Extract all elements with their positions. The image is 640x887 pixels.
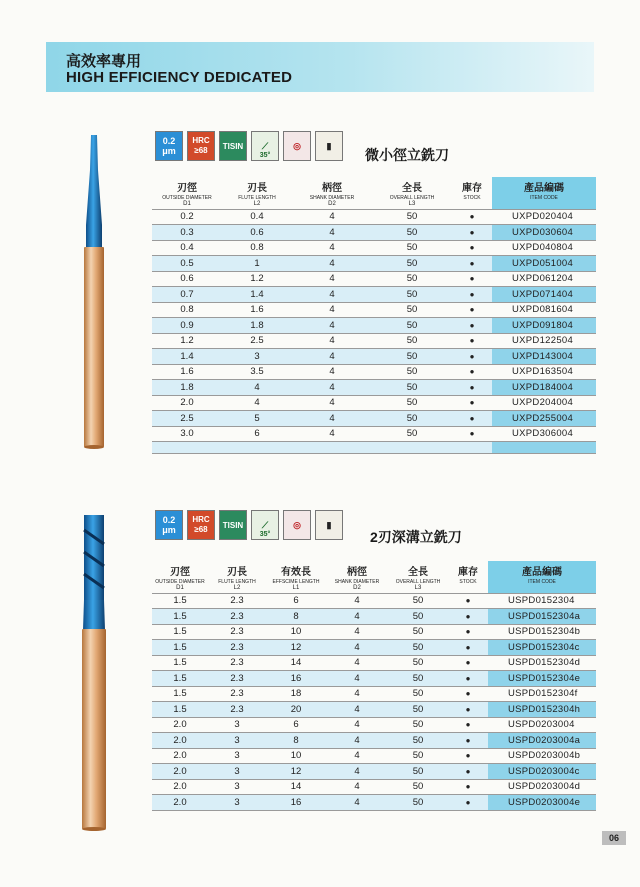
stock-dot xyxy=(452,225,492,241)
header-en: ITEM CODE xyxy=(530,195,558,201)
table-cell: 50 xyxy=(388,686,448,702)
column-header xyxy=(448,561,488,593)
table-row xyxy=(152,256,596,272)
header-code: D1 xyxy=(176,585,184,591)
table-row xyxy=(152,426,596,442)
header-en: SHANK DIAMETER xyxy=(309,195,355,201)
column-header xyxy=(222,177,292,209)
table-cell: 4 xyxy=(326,733,388,749)
spec-icons-row xyxy=(155,131,343,161)
table-cell: 1.5 xyxy=(152,671,208,687)
table-cell: 4 xyxy=(326,655,388,671)
table-cell: 1.2 xyxy=(152,333,222,349)
table-row xyxy=(152,395,596,411)
table-row xyxy=(152,287,596,303)
column-header xyxy=(152,177,222,209)
table-cell: 0.5 xyxy=(152,256,222,272)
micro-end-mill-table xyxy=(152,177,596,454)
table-cell: 50 xyxy=(372,256,452,272)
item-code: UXPD163504 xyxy=(492,364,596,380)
stock-dot xyxy=(452,209,492,225)
table-cell: 50 xyxy=(372,364,452,380)
table-row xyxy=(152,225,596,241)
table-row xyxy=(152,609,596,625)
table-cell: 3.5 xyxy=(222,364,292,380)
table-cell: 50 xyxy=(372,240,452,256)
table-row xyxy=(152,302,596,318)
table-row xyxy=(152,271,596,287)
table-cell: 1 xyxy=(222,256,292,272)
stock-dot xyxy=(448,795,488,811)
header-title-cn: 高效率專用 xyxy=(66,53,142,70)
column-header xyxy=(266,561,326,593)
spec-icons-row-2 xyxy=(155,510,343,540)
helix-angle-icon: 35° ⟋ xyxy=(251,510,279,540)
table-cell: 4 xyxy=(292,411,372,427)
table-cell: 50 xyxy=(388,779,448,795)
table-cell: 2.3 xyxy=(208,702,266,718)
micro-grain-icon: 0.2 μm xyxy=(155,510,183,540)
item-code: USPD0152304c xyxy=(488,640,596,656)
table-cell: 14 xyxy=(266,779,326,795)
item-code: USPD0203004e xyxy=(488,795,596,811)
table-cell: 4 xyxy=(292,271,372,287)
table-cell: 0.2 xyxy=(152,209,222,225)
table-cell: 2.5 xyxy=(222,333,292,349)
item-code: USPD0152304a xyxy=(488,609,596,625)
table-row xyxy=(152,640,596,656)
table-cell: 50 xyxy=(388,702,448,718)
table-cell: 4 xyxy=(326,624,388,640)
table-cell: 50 xyxy=(372,426,452,442)
stock-dot xyxy=(452,380,492,396)
table-cell: 50 xyxy=(388,609,448,625)
table-cell: 50 xyxy=(388,733,448,749)
table-cell: 4 xyxy=(292,302,372,318)
table-cell: 4 xyxy=(292,225,372,241)
micro-end-mill-image xyxy=(68,130,120,460)
table-cell: 8 xyxy=(266,733,326,749)
header-en: EFFSCIME LENGTH xyxy=(272,579,320,585)
stock-dot xyxy=(452,395,492,411)
table-cell: 1.8 xyxy=(222,318,292,334)
table-cell: 3.0 xyxy=(152,426,222,442)
table-cell: 0.3 xyxy=(152,225,222,241)
item-code: USPD0152304 xyxy=(488,593,596,609)
table-cell: 3 xyxy=(208,748,266,764)
deep-groove-end-mill-table xyxy=(152,561,596,811)
table-cell xyxy=(372,442,452,454)
micro-grain-icon: 0.2 μm xyxy=(155,131,183,161)
table-row xyxy=(152,764,596,780)
stock-dot xyxy=(452,333,492,349)
table-cell: 0.9 xyxy=(152,318,222,334)
item-code: USPD0152304h xyxy=(488,702,596,718)
item-code: USPD0203004a xyxy=(488,733,596,749)
table-cell: 4 xyxy=(326,779,388,795)
table-cell: 4 xyxy=(222,395,292,411)
header-code: L1 xyxy=(292,585,300,591)
table-row xyxy=(152,333,596,349)
stock-dot xyxy=(448,717,488,733)
column-header xyxy=(452,177,492,209)
stock-dot xyxy=(448,593,488,609)
table-cell: 4 xyxy=(292,395,372,411)
table-row xyxy=(152,686,596,702)
item-code: UXPD061204 xyxy=(492,271,596,287)
header-cn: 刃長 xyxy=(247,183,267,194)
item-code: USPD0203004d xyxy=(488,779,596,795)
item-code: UXPD122504 xyxy=(492,333,596,349)
item-code: UXPD030604 xyxy=(492,225,596,241)
table-cell: 50 xyxy=(388,593,448,609)
table-cell: 2.3 xyxy=(208,655,266,671)
table-cell: 12 xyxy=(266,764,326,780)
stock-dot xyxy=(452,302,492,318)
table-row xyxy=(152,624,596,640)
table-cell: 4 xyxy=(326,609,388,625)
header-en: STOCK xyxy=(459,579,477,585)
table-cell: 4 xyxy=(292,333,372,349)
table-row xyxy=(152,733,596,749)
table-cell: 1.5 xyxy=(152,686,208,702)
table-cell xyxy=(492,442,596,454)
table-row xyxy=(152,364,596,380)
table-cell: 0.7 xyxy=(152,287,222,303)
header-banner xyxy=(46,42,594,92)
table-row xyxy=(152,349,596,365)
header-cn: 柄徑 xyxy=(347,567,367,578)
table-cell: 2.5 xyxy=(152,411,222,427)
table-cell: 3 xyxy=(208,795,266,811)
table-cell: 0.6 xyxy=(152,271,222,287)
table-cell: 50 xyxy=(372,225,452,241)
header-code: L2 xyxy=(253,201,261,207)
table-cell: 0.4 xyxy=(222,209,292,225)
stock-dot xyxy=(448,640,488,656)
header-en: OUTSIDE DIAMETER xyxy=(155,579,205,585)
header-cn: 全長 xyxy=(402,183,422,194)
table-cell: 4 xyxy=(292,426,372,442)
header-cn: 庫存 xyxy=(458,567,478,578)
table-cell: 10 xyxy=(266,624,326,640)
header-en: ITEM CODE xyxy=(528,579,556,585)
header-en: OVERALL LENGTH xyxy=(389,195,435,201)
flute-count-icon: ◎ xyxy=(283,131,311,161)
header-cn: 全長 xyxy=(408,567,428,578)
deep-groove-end-mill-image xyxy=(68,510,120,840)
table-cell xyxy=(222,442,292,454)
column-header xyxy=(208,561,266,593)
table-row xyxy=(152,795,596,811)
item-code: UXPD071404 xyxy=(492,287,596,303)
stock-dot xyxy=(452,411,492,427)
hrc-hardness-icon: HRC ≥68 xyxy=(187,510,215,540)
table-row xyxy=(152,779,596,795)
table-cell: 50 xyxy=(372,333,452,349)
stock-dot xyxy=(448,609,488,625)
item-code: USPD0152304b xyxy=(488,624,596,640)
table-cell: 16 xyxy=(266,671,326,687)
table-cell: 5 xyxy=(222,411,292,427)
table-cell: 1.2 xyxy=(222,271,292,287)
end-type-icon: ▮ xyxy=(315,131,343,161)
item-code: UXPD091804 xyxy=(492,318,596,334)
table-cell: 1.4 xyxy=(222,287,292,303)
stock-dot xyxy=(448,779,488,795)
table-cell: 1.4 xyxy=(152,349,222,365)
header-en: STOCK xyxy=(463,195,481,201)
table-cell: 1.5 xyxy=(152,655,208,671)
header-cn: 產品編碼 xyxy=(524,183,564,194)
item-code: USPD0203004b xyxy=(488,748,596,764)
item-code: UXPD204004 xyxy=(492,395,596,411)
header-code: D2 xyxy=(353,585,361,591)
table-cell: 50 xyxy=(388,655,448,671)
table-row xyxy=(152,380,596,396)
column-header xyxy=(326,561,388,593)
stock-dot xyxy=(452,240,492,256)
stock-dot xyxy=(448,702,488,718)
table-cell: 16 xyxy=(266,795,326,811)
header-en: FLUTE LENGTH xyxy=(238,195,276,201)
column-header xyxy=(488,561,596,593)
table-cell: 4 xyxy=(292,240,372,256)
table-cell: 6 xyxy=(222,426,292,442)
column-header xyxy=(492,177,596,209)
table-cell: 2.3 xyxy=(208,624,266,640)
item-code: UXPD051004 xyxy=(492,256,596,272)
header-code: L3 xyxy=(408,201,416,207)
header-cn: 刃徑 xyxy=(170,567,190,578)
table-cell: 2.0 xyxy=(152,395,222,411)
stock-dot xyxy=(448,733,488,749)
tisin-coating-icon: TISIN xyxy=(219,131,247,161)
table-cell: 0.6 xyxy=(222,225,292,241)
table-row xyxy=(152,655,596,671)
table-cell: 0.4 xyxy=(152,240,222,256)
table-cell: 10 xyxy=(266,748,326,764)
header-cn: 刃長 xyxy=(227,567,247,578)
end-type-icon: ▮ xyxy=(315,510,343,540)
hrc-hardness-icon: HRC ≥68 xyxy=(187,131,215,161)
header-en: SHANK DIAMETER xyxy=(334,579,380,585)
table-cell: 1.5 xyxy=(152,609,208,625)
table-cell: 2.0 xyxy=(152,764,208,780)
table-cell: 50 xyxy=(372,395,452,411)
table-cell: 4 xyxy=(292,287,372,303)
table-cell xyxy=(452,442,492,454)
table-cell: 3 xyxy=(222,349,292,365)
table-cell: 4 xyxy=(326,795,388,811)
header-cn: 柄徑 xyxy=(322,183,342,194)
table-row xyxy=(152,209,596,225)
item-code: UXPD040804 xyxy=(492,240,596,256)
table-cell: 50 xyxy=(372,302,452,318)
column-header xyxy=(292,177,372,209)
table-cell: 50 xyxy=(388,624,448,640)
column-header xyxy=(152,561,208,593)
stock-dot xyxy=(452,364,492,380)
table-cell: 2.3 xyxy=(208,609,266,625)
header-en: OUTSIDE DIAMETER xyxy=(162,195,212,201)
header-code: L3 xyxy=(414,585,422,591)
table-cell: 50 xyxy=(388,640,448,656)
table-cell: 50 xyxy=(372,271,452,287)
header-title-en: HIGH EFFICIENCY DEDICATED xyxy=(66,69,293,86)
table-cell: 6 xyxy=(266,593,326,609)
table-cell: 2.3 xyxy=(208,671,266,687)
item-code: UXPD306004 xyxy=(492,426,596,442)
item-code: USPD0203004c xyxy=(488,764,596,780)
table-cell: 2.0 xyxy=(152,779,208,795)
item-code: UXPD020404 xyxy=(492,209,596,225)
table-row xyxy=(152,702,596,718)
item-code: UXPD184004 xyxy=(492,380,596,396)
stock-dot xyxy=(448,671,488,687)
table-cell: 1.5 xyxy=(152,593,208,609)
table-row xyxy=(152,411,596,427)
table-cell: 3 xyxy=(208,733,266,749)
table-cell: 50 xyxy=(372,318,452,334)
item-code: USPD0203004 xyxy=(488,717,596,733)
table-cell: 50 xyxy=(372,349,452,365)
table-cell: 50 xyxy=(388,795,448,811)
table-cell: 2.0 xyxy=(152,733,208,749)
item-code: USPD0152304f xyxy=(488,686,596,702)
stock-dot xyxy=(448,764,488,780)
table-cell: 18 xyxy=(266,686,326,702)
table-cell: 3 xyxy=(208,779,266,795)
table-cell: 4 xyxy=(326,748,388,764)
stock-dot xyxy=(452,287,492,303)
table-cell: 4 xyxy=(326,764,388,780)
item-code: UXPD143004 xyxy=(492,349,596,365)
header-cn: 刃徑 xyxy=(177,183,197,194)
table-cell: 2.0 xyxy=(152,795,208,811)
table-cell: 0.8 xyxy=(152,302,222,318)
table-cell: 4 xyxy=(222,380,292,396)
column-header xyxy=(388,561,448,593)
table-row xyxy=(152,318,596,334)
header-code: D1 xyxy=(183,201,191,207)
table-cell: 20 xyxy=(266,702,326,718)
stock-dot xyxy=(448,748,488,764)
table-cell: 4 xyxy=(326,640,388,656)
table-cell: 50 xyxy=(372,209,452,225)
header-cn: 有效長 xyxy=(281,567,311,578)
header-en: FLUTE LENGTH xyxy=(218,579,256,585)
table-cell: 1.6 xyxy=(152,364,222,380)
table-cell: 1.5 xyxy=(152,702,208,718)
table-cell: 1.5 xyxy=(152,624,208,640)
table-cell: 1.8 xyxy=(152,380,222,396)
table-row xyxy=(152,717,596,733)
table-cell: 50 xyxy=(388,717,448,733)
table-cell: 3 xyxy=(208,764,266,780)
table-cell: 12 xyxy=(266,640,326,656)
item-code: UXPD081604 xyxy=(492,302,596,318)
table-cell: 2.0 xyxy=(152,748,208,764)
table-filler-row xyxy=(152,442,596,454)
column-header xyxy=(372,177,452,209)
table-cell: 4 xyxy=(326,717,388,733)
table-cell: 50 xyxy=(372,287,452,303)
stock-dot xyxy=(448,624,488,640)
table-cell: 50 xyxy=(372,411,452,427)
stock-dot xyxy=(452,349,492,365)
table-cell: 4 xyxy=(292,349,372,365)
table-cell: 1.6 xyxy=(222,302,292,318)
item-code: UXPD255004 xyxy=(492,411,596,427)
table-cell: 4 xyxy=(292,209,372,225)
section1-title: 微小徑立銑刀 xyxy=(365,147,449,163)
table-row xyxy=(152,671,596,687)
table-cell xyxy=(152,442,222,454)
table-cell: 50 xyxy=(388,748,448,764)
table-cell: 4 xyxy=(326,593,388,609)
table-cell: 4 xyxy=(326,702,388,718)
table-cell: 1.5 xyxy=(152,640,208,656)
table-cell: 2.3 xyxy=(208,686,266,702)
flute-count-icon: ◎ xyxy=(283,510,311,540)
table-cell: 2.3 xyxy=(208,593,266,609)
item-code: USPD0152304e xyxy=(488,671,596,687)
tisin-coating-icon: TISIN xyxy=(219,510,247,540)
header-code: D2 xyxy=(328,201,336,207)
item-code: USPD0152304d xyxy=(488,655,596,671)
helix-angle-icon: 35° ⟋ xyxy=(251,131,279,161)
stock-dot xyxy=(452,271,492,287)
table-cell: 50 xyxy=(388,764,448,780)
header-en: OVERALL LENGTH xyxy=(395,579,441,585)
header-cn: 庫存 xyxy=(462,183,482,194)
table-cell: 6 xyxy=(266,717,326,733)
table-cell: 4 xyxy=(292,318,372,334)
table-cell: 4 xyxy=(326,671,388,687)
header-code: L2 xyxy=(233,585,241,591)
stock-dot xyxy=(452,426,492,442)
stock-dot xyxy=(448,686,488,702)
table-row xyxy=(152,748,596,764)
stock-dot xyxy=(452,256,492,272)
table-cell: 8 xyxy=(266,609,326,625)
table-cell: 50 xyxy=(388,671,448,687)
section2-title: 2刃深溝立銑刀 xyxy=(370,529,462,545)
stock-dot xyxy=(452,318,492,334)
table-cell: 4 xyxy=(292,380,372,396)
table-cell: 2.3 xyxy=(208,640,266,656)
table-row xyxy=(152,593,596,609)
table-cell: 3 xyxy=(208,717,266,733)
table-cell xyxy=(292,442,372,454)
table-cell: 4 xyxy=(292,364,372,380)
stock-dot xyxy=(448,655,488,671)
header-cn: 產品編碼 xyxy=(522,567,562,578)
table-cell: 50 xyxy=(372,380,452,396)
table-row xyxy=(152,240,596,256)
table-cell: 4 xyxy=(326,686,388,702)
table-cell: 4 xyxy=(292,256,372,272)
table-cell: 2.0 xyxy=(152,717,208,733)
table-cell: 14 xyxy=(266,655,326,671)
table-cell: 0.8 xyxy=(222,240,292,256)
page-number: 06 xyxy=(602,831,626,845)
